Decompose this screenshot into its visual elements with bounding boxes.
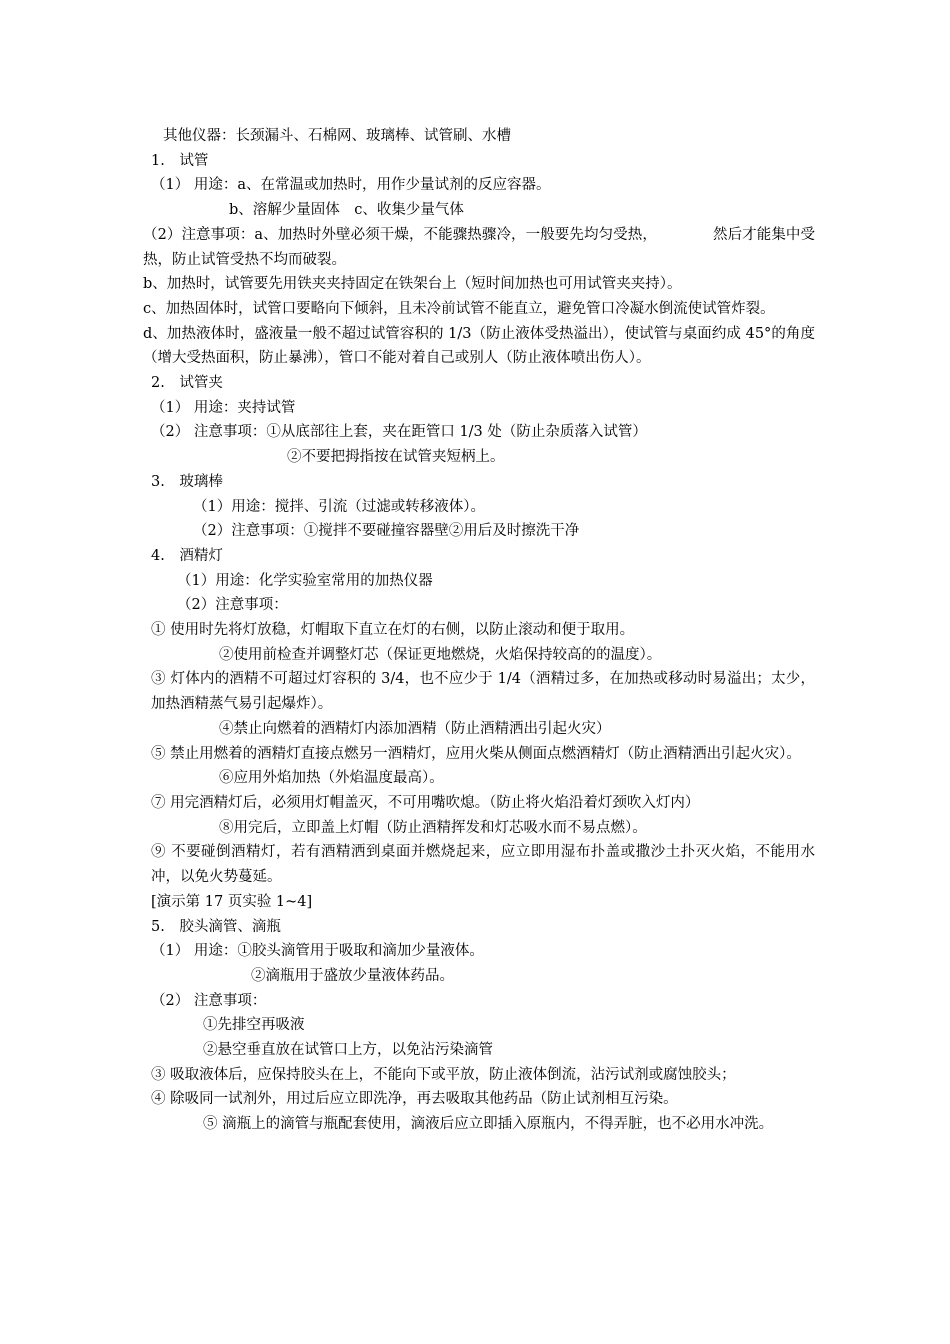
test-tube-notes-d: d、加热液体时，盛液量一般不超过试管容积的 1/3（防止液体受热溢出），使试管与桌面约成 45°的角度（增大受热面积，防止暴沸），管口不能对着自己或别人（防止液体喷出伤人）。 [143,325,815,367]
dropper-note-2: ②悬空垂直放在试管口上方，以免沾污染滴管 [203,1042,493,1059]
document-page [143,124,815,1137]
demo-reference: [演示第 17 页实验 1~4] [151,893,313,910]
alcohol-lamp-note-2: ②使用前检查并调整灯芯（保证更地燃烧，火焰保持较高的的温度）。 [219,646,662,663]
test-tube-notes-a: （2）注意事项：a、加热时外壁必须干燥，不能骤热骤冷，一般要先均匀受热， 然后才能集中受热，防止试管受热不均而破裂。 [143,226,815,268]
glass-rod-usage: （1）用途：搅拌、引流（过滤或转移液体）。 [193,498,485,515]
alcohol-lamp-note-6: ⑥应用外焰加热（外焰温度最高）。 [219,770,444,787]
glass-rod-notes: （2）注意事项：①搅拌不要碰撞容器壁②用后及时擦洗干净 [193,523,580,540]
alcohol-lamp-note-9: ⑨ 不要碰倒酒精灯，若有酒精洒到桌面并燃烧起来，应立即用湿布扑盖或撒沙土扑灭火焰，不能用水冲，以免火势蔓延。 [151,844,815,886]
alcohol-lamp-note-7: ⑦ 用完酒精灯后，必须用灯帽盖灭，不可用嘴吹熄。（防止将火焰沿着灯颈吹入灯内） [151,794,700,811]
other-instruments-line: 其他仪器：长颈漏斗、石棉网、玻璃棒、试管刷、水槽 [163,128,511,144]
dropper-note-3: ③ 吸取液体后，应保持胶头在上，不能向下或平放，防止液体倒流，沾污试剂或腐蚀胶头； [151,1066,736,1083]
alcohol-lamp-note-1: ① 使用时先将灯放稳，灯帽取下直立在灯的右侧，以防止滚动和便于取用。 [151,622,635,639]
dropper-note-5: ⑤ 滴瓶上的滴管与瓶配套使用，滴液后应立即插入原瓶内，不得弄脏，也不必用水冲洗。 [203,1116,774,1133]
alcohol-lamp-note-4: ④禁止向燃着的酒精灯内添加酒精（防止酒精洒出引起火灾） [219,720,611,737]
dropper-notes-heading: （2） 注意事项： [151,992,267,1009]
test-tube-usage-cont: b、溶解少量固体 c、收集少量气体 [229,202,464,219]
test-tube-notes-b: b、加热时，试管要先用铁夹夹持固定在铁架台上（短时间加热也可用试管夹夹持）。 [143,276,682,293]
dropper-note-1: ①先排空再吸液 [203,1017,305,1034]
alcohol-lamp-usage: （1）用途：化学实验室常用的加热仪器 [177,572,433,589]
dropper-note-4: ④ 除吸同一试剂外，用过后应立即洗净，再去吸取其他药品（防止试剂相互污染。 [151,1091,678,1108]
clamp-notes-1: （2） 注意事项：①从底部往上套，夹在距管口 1/3 处（防止杂质落入试管） [151,424,647,441]
section-heading-alcohol-lamp: 4. 酒精灯 [151,547,223,564]
alcohol-lamp-note-5: ⑤ 禁止用燃着的酒精灯直接点燃另一酒精灯，应用火柴从侧面点燃酒精灯（防止酒精洒出引起火灾）。 [151,745,801,762]
section-heading-test-tube: 1. 试管 [151,152,209,169]
dropper-usage-2: ②滴瓶用于盛放少量液体药品。 [251,967,454,984]
dropper-usage-1: （1） 用途：①胶头滴管用于吸取和滴加少量液体。 [151,943,484,960]
section-heading-test-tube-clamp: 2. 试管夹 [151,375,223,392]
test-tube-usage: （1） 用途：a、在常温或加热时，用作少量试剂的反应容器。 [151,177,551,194]
clamp-notes-2: ②不要把拇指按在试管夹短柄上。 [287,449,505,466]
test-tube-notes-c: c、加热固体时，试管口要略向下倾斜，且未冷前试管不能直立，避免管口冷凝水倒流使试管炸裂。 [143,300,775,317]
alcohol-lamp-note-8: ⑧用完后，立即盖上灯帽（防止酒精挥发和灯芯吸水而不易点燃）。 [219,819,647,836]
alcohol-lamp-note-3: ③ 灯体内的酒精不可超过灯容积的 3/4，也不应少于 1/4（酒精过多，在加热或移动时易溢出；太少，加热酒精蒸气易引起爆炸）。 [151,671,815,713]
clamp-usage: （1） 用途：夹持试管 [151,399,296,416]
section-heading-dropper: 5. 胶头滴管、滴瓶 [151,918,281,935]
section-heading-glass-rod: 3. 玻璃棒 [151,473,223,490]
alcohol-lamp-notes-heading: （2）注意事项： [177,597,288,614]
